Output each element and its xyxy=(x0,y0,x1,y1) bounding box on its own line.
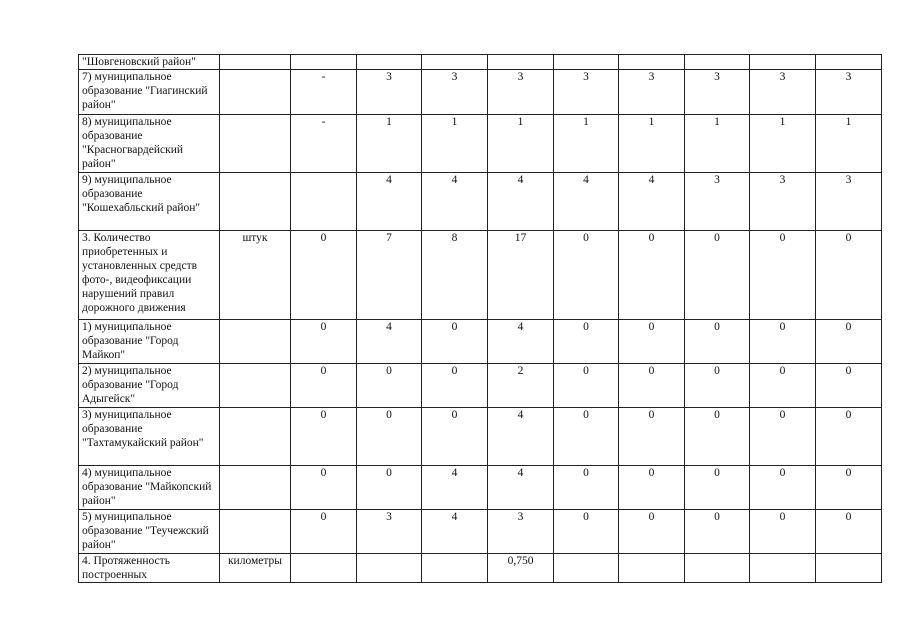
unit-cell xyxy=(220,364,291,408)
value-cell: 0 xyxy=(554,364,619,408)
value-cell: 0 xyxy=(422,408,488,466)
value-cell: 0 xyxy=(422,320,488,364)
value-cell: 3 xyxy=(357,70,422,115)
value-cell: 0 xyxy=(619,408,685,466)
value-cell xyxy=(357,554,422,583)
value-cell: 0 xyxy=(619,510,685,554)
value-cell xyxy=(619,554,685,583)
value-cell: 4 xyxy=(488,408,554,466)
value-cell: - xyxy=(291,115,357,173)
value-cell: 4 xyxy=(357,173,422,231)
unit-cell xyxy=(220,408,291,466)
unit-cell xyxy=(220,466,291,510)
value-cell: 0 xyxy=(685,364,750,408)
value-cell: 0 xyxy=(816,364,882,408)
value-cell xyxy=(685,55,750,70)
table-row xyxy=(79,173,882,231)
value-cell xyxy=(619,55,685,70)
value-cell: 0 xyxy=(685,320,750,364)
row-name-cell: "Шовгеновский район" xyxy=(79,55,220,70)
value-cell: 0 xyxy=(554,466,619,510)
row-name-cell: 9) муниципальное образование "Кошехабльский район" xyxy=(79,173,220,231)
table-row xyxy=(79,231,882,320)
row-name-cell: 4) муниципальное образование "Майкопский район" xyxy=(79,466,220,510)
value-cell: 3 xyxy=(685,70,750,115)
value-cell: 4 xyxy=(488,320,554,364)
value-cell: 3 xyxy=(488,70,554,115)
value-cell: 0 xyxy=(291,364,357,408)
value-cell: 0 xyxy=(816,408,882,466)
table-row xyxy=(79,364,882,408)
value-cell: 0 xyxy=(554,510,619,554)
value-cell: 0 xyxy=(816,510,882,554)
row-name-cell: 3) муниципальное образование "Тахтамукайский район" xyxy=(79,408,220,466)
value-cell: 0 xyxy=(554,408,619,466)
value-cell: 0 xyxy=(750,466,816,510)
value-cell: 0 xyxy=(816,320,882,364)
row-name-cell: 1) муниципальное образование "Город Майкоп" xyxy=(79,320,220,364)
value-cell: 4 xyxy=(488,466,554,510)
unit-cell xyxy=(220,70,291,115)
value-cell: 2 xyxy=(488,364,554,408)
indicators-table xyxy=(78,54,882,583)
value-cell: 3 xyxy=(554,70,619,115)
table-row xyxy=(79,320,882,364)
value-cell xyxy=(554,55,619,70)
value-cell: 0 xyxy=(619,231,685,320)
value-cell: 3 xyxy=(816,70,882,115)
value-cell: 0 xyxy=(291,231,357,320)
value-cell: 0 xyxy=(619,364,685,408)
value-cell: 0 xyxy=(750,320,816,364)
row-name-cell: 8) муниципальное образование "Красногвардейский район" xyxy=(79,115,220,173)
value-cell: 0 xyxy=(685,510,750,554)
value-cell xyxy=(422,554,488,583)
row-name-cell: 2) муниципальное образование "Город Адыгейск" xyxy=(79,364,220,408)
value-cell: 1 xyxy=(554,115,619,173)
value-cell: 0 xyxy=(816,466,882,510)
value-cell: 0 xyxy=(291,320,357,364)
value-cell xyxy=(750,554,816,583)
value-cell xyxy=(750,55,816,70)
unit-cell xyxy=(220,173,291,231)
value-cell: 7 xyxy=(357,231,422,320)
value-cell xyxy=(357,55,422,70)
unit-cell: штук xyxy=(220,231,291,320)
value-cell: 1 xyxy=(685,115,750,173)
value-cell: 8 xyxy=(422,231,488,320)
value-cell: 17 xyxy=(488,231,554,320)
unit-cell xyxy=(220,115,291,173)
table-row xyxy=(79,510,882,554)
value-cell: 4 xyxy=(422,173,488,231)
value-cell: 4 xyxy=(619,173,685,231)
value-cell: 0 xyxy=(422,364,488,408)
table-row xyxy=(79,55,882,70)
unit-cell: километры xyxy=(220,554,291,583)
value-cell: 0,750 xyxy=(488,554,554,583)
value-cell: 0 xyxy=(685,231,750,320)
table-row xyxy=(79,408,882,466)
value-cell: 3 xyxy=(357,510,422,554)
value-cell xyxy=(291,55,357,70)
value-cell: 0 xyxy=(750,364,816,408)
value-cell: 4 xyxy=(422,510,488,554)
value-cell xyxy=(422,55,488,70)
unit-cell xyxy=(220,510,291,554)
table-row xyxy=(79,115,882,173)
value-cell: 1 xyxy=(619,115,685,173)
value-cell: 0 xyxy=(357,408,422,466)
value-cell: 0 xyxy=(816,231,882,320)
value-cell: 3 xyxy=(685,173,750,231)
value-cell: 0 xyxy=(357,364,422,408)
value-cell: 0 xyxy=(750,408,816,466)
value-cell: 4 xyxy=(554,173,619,231)
value-cell: 3 xyxy=(750,70,816,115)
value-cell: 3 xyxy=(816,173,882,231)
row-name-cell: 5) муниципальное образование "Теучежский район" xyxy=(79,510,220,554)
unit-cell xyxy=(220,55,291,70)
value-cell: 1 xyxy=(750,115,816,173)
value-cell: 0 xyxy=(750,510,816,554)
table-row xyxy=(79,554,882,583)
value-cell: 4 xyxy=(488,173,554,231)
value-cell xyxy=(291,173,357,231)
value-cell: 0 xyxy=(685,408,750,466)
row-name-cell: 4. Протяженность построенных xyxy=(79,554,220,583)
row-name-cell: 3. Количество приобретенных и установленных средств фото-, видеофиксации нарушений правил дорожного движения xyxy=(79,231,220,320)
value-cell xyxy=(291,554,357,583)
value-cell: 3 xyxy=(422,70,488,115)
value-cell xyxy=(488,55,554,70)
value-cell: 0 xyxy=(619,320,685,364)
row-name-cell: 7) муниципальное образование "Гиагинский район" xyxy=(79,70,220,115)
table-row xyxy=(79,70,882,115)
value-cell: 1 xyxy=(816,115,882,173)
unit-cell xyxy=(220,320,291,364)
value-cell: 0 xyxy=(685,466,750,510)
value-cell: 0 xyxy=(291,510,357,554)
value-cell: 0 xyxy=(750,231,816,320)
value-cell: - xyxy=(291,70,357,115)
value-cell xyxy=(816,554,882,583)
value-cell: 0 xyxy=(554,231,619,320)
value-cell: 0 xyxy=(357,466,422,510)
value-cell: 3 xyxy=(488,510,554,554)
table-row xyxy=(79,466,882,510)
value-cell: 4 xyxy=(357,320,422,364)
value-cell: 0 xyxy=(619,466,685,510)
value-cell: 1 xyxy=(488,115,554,173)
value-cell: 3 xyxy=(750,173,816,231)
value-cell: 0 xyxy=(291,408,357,466)
value-cell: 0 xyxy=(554,320,619,364)
value-cell xyxy=(816,55,882,70)
value-cell: 0 xyxy=(291,466,357,510)
value-cell: 1 xyxy=(422,115,488,173)
value-cell: 3 xyxy=(619,70,685,115)
value-cell xyxy=(685,554,750,583)
value-cell: 4 xyxy=(422,466,488,510)
value-cell xyxy=(554,554,619,583)
value-cell: 1 xyxy=(357,115,422,173)
